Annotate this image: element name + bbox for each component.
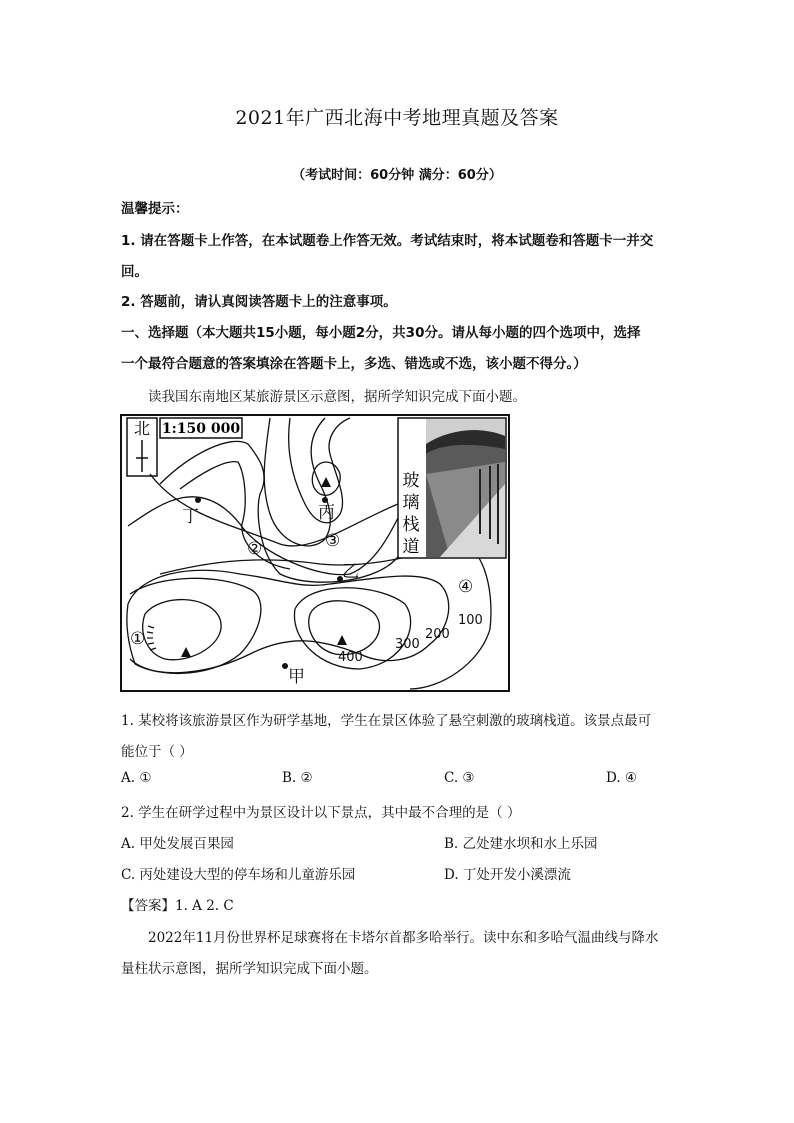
contour-value-200: 200	[425, 627, 450, 642]
intro-1: 读我国东南地区某旅游景区示意图，据所学知识完成下面小题。	[148, 389, 526, 405]
q1-option-d: D. ④	[606, 770, 638, 786]
tip-1-line-1: 1. 请在答题卡上作答，在本试题卷上作答无效。考试结束时，将本试题卷和答题卡一并交	[121, 233, 654, 249]
exam-info: （考试时间：60分钟 满分：60分）	[292, 168, 502, 183]
north-label: 北	[133, 419, 151, 438]
label-ding: 丁	[182, 507, 199, 527]
section-1-line-2: 一个最符合题意的答案填涂在答题卡上，多选、错选或不选，该小题不得分。）	[121, 356, 587, 372]
q1-option-c: C. ③	[444, 770, 475, 786]
scale-label: 1:150 000	[161, 421, 241, 437]
photo-caption-1: 玻	[402, 471, 420, 491]
photo-caption-2: 璃	[402, 493, 420, 513]
q2-option-d: D. 丁处开发小溪漂流	[444, 867, 571, 883]
label-site-4: ④	[458, 577, 474, 597]
label-yi: 乙	[342, 562, 359, 582]
tip-2: 2. 答题前，请认真阅读答题卡上的注意事项。	[121, 294, 397, 310]
question-1-line-1: 1. 某校将该旅游景区作为研学基地，学生在景区体验了悬空刺激的玻璃栈道。该景点最可	[121, 713, 652, 729]
q1-option-a: A. ①	[121, 770, 152, 786]
intro-2-line-2: 量柱状示意图，据所学知识完成下面小题。	[121, 961, 378, 977]
question-2: 2. 学生在研学过程中为景区设计以下景点，其中最不合理的是（ ）	[121, 805, 521, 821]
section-1-line-1: 一、选择题（本大题共15小题，每小题2分，共30分。请从每小题的四个选项中，选择	[121, 325, 641, 341]
contour-value-100: 100	[458, 613, 483, 628]
photo-caption-3: 栈	[402, 515, 420, 535]
label-bing: 丙	[318, 503, 335, 523]
question-1-line-2: 能位于（ ）	[121, 744, 193, 760]
label-site-2: ②	[247, 539, 263, 559]
photo-caption-4: 道	[402, 537, 420, 557]
q2-option-c: C. 丙处建设大型的停车场和儿童游乐园	[121, 867, 356, 883]
glass-walkway-photo	[398, 418, 506, 558]
contour-value-300: 300	[395, 637, 420, 652]
tips-heading: 温馨提示：	[121, 201, 189, 217]
tourist-area-contour-map	[120, 414, 510, 692]
intro-2-line-1: 2022年11月份世界杯足球赛将在卡塔尔首都多哈举行。读中东和多哈气温曲线与降水	[148, 930, 659, 946]
answer-line: 【答案】1. A 2. C	[121, 898, 234, 914]
tip-1-line-2: 回。	[121, 264, 148, 280]
q2-option-b: B. 乙处建水坝和水上乐园	[444, 836, 598, 852]
point-ding	[195, 497, 201, 503]
q2-option-a: A. 甲处发展百果园	[121, 836, 234, 852]
label-site-3: ③	[325, 531, 341, 551]
label-site-1: ①	[130, 629, 146, 649]
page-title: 2021年广西北海中考地理真题及答案	[235, 107, 559, 129]
label-jia: 甲	[288, 667, 305, 687]
q1-option-b: B. ②	[282, 770, 313, 786]
contour-value-400: 400	[338, 650, 363, 665]
